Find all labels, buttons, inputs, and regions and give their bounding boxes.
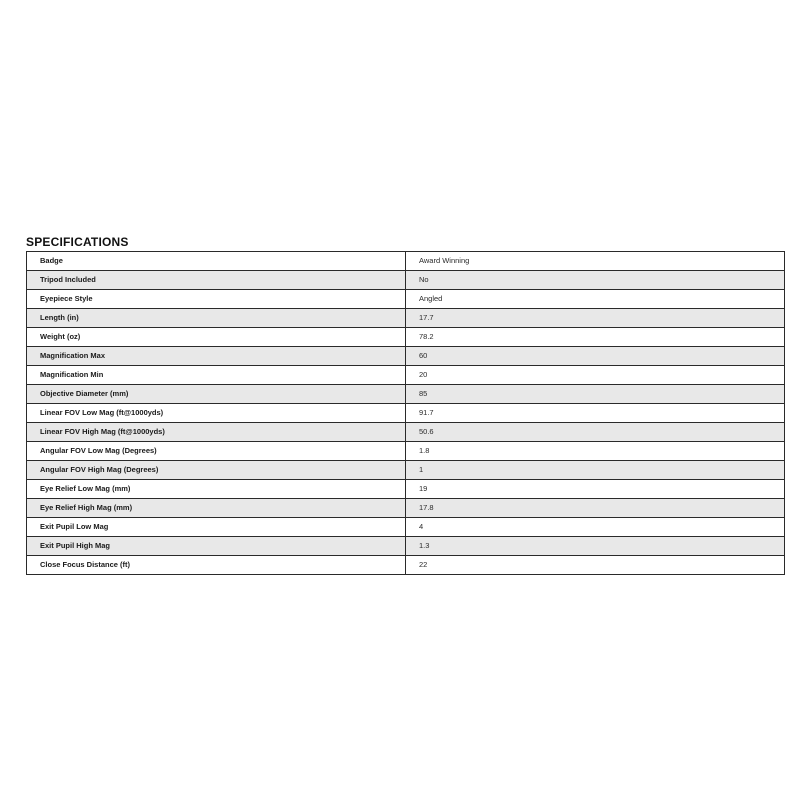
row-value: 17.8 (406, 499, 785, 518)
specifications-table-body (27, 252, 785, 575)
row-label: Exit Pupil Low Mag (27, 518, 406, 537)
table-row-eye-relief-low-mag (27, 480, 785, 499)
table-row-magnification-max (27, 347, 785, 366)
table-row-length (27, 309, 785, 328)
row-label: Exit Pupil High Mag (27, 537, 406, 556)
table-row-close-focus-distance (27, 556, 785, 575)
row-value: 1 (406, 461, 785, 480)
table-row-objective-diameter (27, 385, 785, 404)
specifications-table (26, 251, 785, 575)
row-value: 4 (406, 518, 785, 537)
row-label: Tripod Included (27, 271, 406, 290)
table-row-angular-fov-high-mag (27, 461, 785, 480)
row-value: 50.6 (406, 423, 785, 442)
row-label: Close Focus Distance (ft) (27, 556, 406, 575)
row-label: Magnification Max (27, 347, 406, 366)
row-value: 17.7 (406, 309, 785, 328)
row-label: Eye Relief High Mag (mm) (27, 499, 406, 518)
table-row-tripod-included (27, 271, 785, 290)
row-label: Length (in) (27, 309, 406, 328)
row-value: 91.7 (406, 404, 785, 423)
row-label: Linear FOV High Mag (ft@1000yds) (27, 423, 406, 442)
row-value: 20 (406, 366, 785, 385)
row-label: Eye Relief Low Mag (mm) (27, 480, 406, 499)
row-value: 60 (406, 347, 785, 366)
row-label: Objective Diameter (mm) (27, 385, 406, 404)
specifications-heading: SPECIFICATIONS (26, 235, 129, 249)
table-row-exit-pupil-low-mag (27, 518, 785, 537)
row-value: No (406, 271, 785, 290)
row-label: Angular FOV High Mag (Degrees) (27, 461, 406, 480)
row-label: Linear FOV Low Mag (ft@1000yds) (27, 404, 406, 423)
table-row-linear-fov-low-mag (27, 404, 785, 423)
row-value: 19 (406, 480, 785, 499)
row-value: 78.2 (406, 328, 785, 347)
table-row-eye-relief-high-mag (27, 499, 785, 518)
row-label: Eyepiece Style (27, 290, 406, 309)
table-row-exit-pupil-high-mag (27, 537, 785, 556)
row-label: Badge (27, 252, 406, 271)
row-value: 1.3 (406, 537, 785, 556)
specifications-section (26, 233, 784, 575)
table-row-weight (27, 328, 785, 347)
row-value: Angled (406, 290, 785, 309)
row-label: Weight (oz) (27, 328, 406, 347)
row-value: 22 (406, 556, 785, 575)
row-label: Magnification Min (27, 366, 406, 385)
table-row-magnification-min (27, 366, 785, 385)
row-label: Angular FOV Low Mag (Degrees) (27, 442, 406, 461)
row-value: Award Winning (406, 252, 785, 271)
table-row-linear-fov-high-mag (27, 423, 785, 442)
row-value: 1.8 (406, 442, 785, 461)
table-row-angular-fov-low-mag (27, 442, 785, 461)
row-value: 85 (406, 385, 785, 404)
table-row-badge (27, 252, 785, 271)
table-row-eyepiece-style (27, 290, 785, 309)
